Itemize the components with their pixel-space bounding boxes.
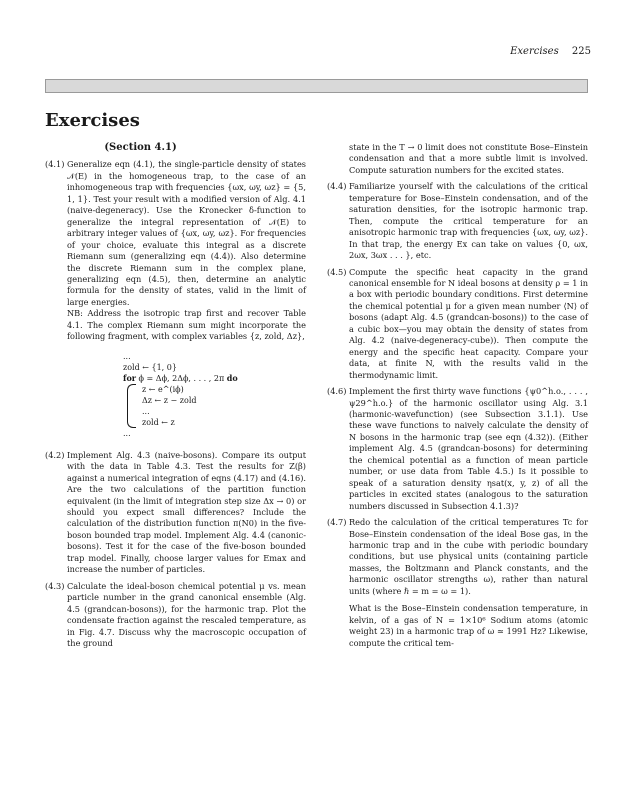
exercise-nb: NB: Address the isotropic trap first and recover Table 4.1. The complex Riemann sum might incorporate the following fragment, with complex variables {z, zold, Δz}, xyxy=(67,308,306,342)
exercise-text: Generalize eqn (4.1), the single-particle density of states 𝒩(E) in the homogeneous trap, to the case of an inhomogeneous trap with frequencies {ωx, ωy, ωz} = {5, 1, 1}. Test your result with a modified version of Alg. 4.1 (naive-degeneracy). Use the Kronecker δ-function to generalize the integral representation of 𝒩(E) to arbitrary integer values of {ωx, ωy, ωz}. For frequencies of your choice, evaluate this integral as a discrete Riemann sum (generalizing eqn (4.4)). Also determine the discrete Riemann sum in the complex plane, generalizing eqn (4.5), then, determine an analytic formula for the density of states, valid in the limit of large energies. xyxy=(67,159,306,307)
exercise-body xyxy=(67,450,306,576)
exercise-4-3-continued xyxy=(327,142,588,176)
chapter-title: Exercises xyxy=(45,110,140,131)
algo-line: zold ← z xyxy=(142,417,175,427)
exercise-text-2: What is the Bose–Einstein condensation temperature, in kelvin, of a gas of N = 1×10⁶ Sodium atoms (atomic weight 23) in a harmonic trap of ω ≃ 1991 Hz? Likewise, compute the critical tem- xyxy=(349,603,588,648)
exercise-4-4 xyxy=(327,181,588,261)
exercise-body xyxy=(349,267,588,382)
exercise-4-6 xyxy=(327,386,588,512)
exercise-body xyxy=(349,517,588,649)
algo-line: ... xyxy=(123,351,131,361)
algo-line: Δz ← z − zold xyxy=(142,395,197,405)
exercise-text: Compute the specific heat capacity in the grand canonical ensemble for N ideal bosons at density ρ = 1 in a box with periodic boundary conditions. First determine the chemical potential μ for a given mean number ⟨N⟩ of bosons (adapt Alg. 4.5 (grandcan-bosons)) to the case of a cubic box—you may obtain the density of states from Alg. 4.2 (naive-degeneracy-cube)). Then compute the energy and the specific heat capacity. Compare your data, at finite N, with the results valid in the thermodynamic limit. xyxy=(349,266,588,380)
exercise-4-7 xyxy=(327,517,588,649)
algo-line: zold ← {1, 0} xyxy=(123,362,177,372)
exercise-text: Familiarize yourself with the calculations of the critical temperature for Bose–Einstein condensation, and of the saturation densities, for the isotropic harmonic trap. Then, compute the critical temperature for an anisotropic harmonic trap with frequencies {ωx, ωy, ωz}. In that trap, the energy Ex can take on values {0, ωx, 2ωx, 3ωx . . . }, etc. xyxy=(349,181,588,261)
exercise-body xyxy=(67,581,306,650)
exercise-number: (4.1) xyxy=(45,159,65,170)
algo-keyword: for xyxy=(123,372,136,383)
exercise-text: Redo the calculation of the critical temperatures Tc for Bose–Einstein condensation of the ideal Bose gas, in the harmonic trap and in the cube with periodic boundary conditions, but use physical units (containing particle masses, the Boltzmann and Planck constants, and the harmonic oscillator strengths ω), rather than natural units (where ℏ = m = ω = 1). xyxy=(349,517,588,596)
exercise-text: Implement Alg. 4.3 (naive-bosons). Compare its output with the data in Table 4.3. Test the results for Z(β) against a numerical integration of eqns (4.17) and (4.16). Are the two calculations of the partition function equivalent (in the limit of integration step size Δx → 0) or should you expect small differences? Include the calculation of the distribution function π(N0) in the five-boson bounded trap model. Implement Alg. 4.4 (canonic-bosons). Test it for the case of the five-boson bounded trap model. Finally, choose larger values for Emax and increase the number of particles. xyxy=(67,449,306,575)
exercise-4-1 xyxy=(45,159,306,444)
exercise-number: (4.7) xyxy=(327,517,347,528)
algo-keyword: do xyxy=(226,372,238,383)
exercise-number: (4.4) xyxy=(327,181,347,192)
exercise-4-3 xyxy=(45,581,306,650)
exercise-number: (4.2) xyxy=(45,449,65,460)
section-label: (Section 4.1) xyxy=(104,142,177,153)
page-header xyxy=(510,46,591,57)
algo-line: ... xyxy=(123,428,131,438)
exercise-4-2 xyxy=(45,450,306,576)
exercise-body xyxy=(349,142,588,176)
algo-line: ϕ = Δϕ, 2Δϕ, . . . , 2π xyxy=(138,373,225,383)
exercise-number: (4.3) xyxy=(45,580,65,591)
exercise-body xyxy=(349,181,588,261)
algo-loop-body xyxy=(127,384,306,428)
exercise-text: Implement the first thirty wave functions {ψ0^h.o., . . . , ψ29^h.o.} of the harmonic oscillator using Alg. 3.1 (harmonic-wavefunction) (see Subsection 3.1.1). Use these wave functions to naively calculate the density of N bosons in the harmonic trap (see eqn (4.32)). (Either implement Alg. 4.5 (grandcan-bosons) for determining the chemical potential as a function of mean particle number, or use data from Table 4.5.) Is it possible to speak of a saturation density ηsat(x, y, z) of all the particles in excited states (analogous to the saturation numbers discussed in Subsection 4.1.3)? xyxy=(349,386,588,511)
exercise-body xyxy=(349,386,588,512)
chapter-bar xyxy=(45,79,588,93)
exercise-text-continued: state in the T → 0 limit does not constitute Bose–Einstein condensation and that a more subtle limit is involved. Compute saturation numbers for the excited states. xyxy=(349,142,588,175)
right-column xyxy=(327,142,588,654)
page-number: 225 xyxy=(571,46,591,57)
left-column xyxy=(45,142,306,654)
exercise-text: Calculate the ideal-boson chemical potential μ vs. mean particle number in the grand canonical ensemble (Alg. 4.5 (grandcan-bosons)), for the harmonic trap. Plot the condensate fraction against the rescaled temperature, as in Fig. 4.7. Discuss why the macroscopic occupation of the ground xyxy=(67,580,306,648)
exercise-number: (4.6) xyxy=(327,386,347,397)
exercise-body xyxy=(67,159,306,444)
algorithm-fragment xyxy=(123,351,306,439)
running-title: Exercises xyxy=(510,46,559,57)
exercise-number: (4.5) xyxy=(327,266,347,277)
loop-brace xyxy=(127,384,136,428)
algo-line: z ← e^(iϕ) xyxy=(142,384,184,394)
exercise-4-5 xyxy=(327,267,588,382)
algo-for-line xyxy=(123,373,306,384)
algo-line: ... xyxy=(142,406,150,416)
